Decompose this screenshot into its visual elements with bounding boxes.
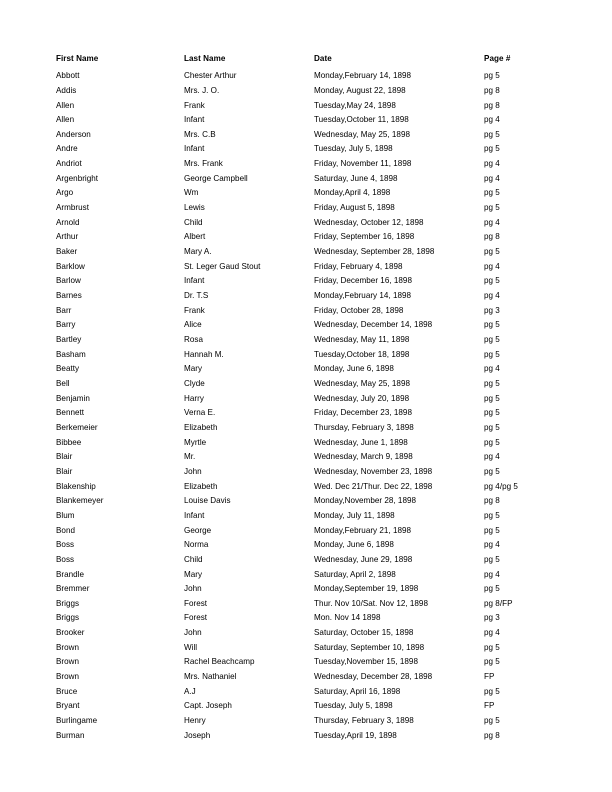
cell-date: Friday, February 4, 1898 bbox=[314, 261, 403, 271]
cell-first-name: Arnold bbox=[56, 217, 80, 227]
cell-last-name: Hannah M. bbox=[184, 349, 224, 359]
cell-date: Monday,September 19, 1898 bbox=[314, 584, 419, 594]
cell-date: Monday,February 14, 1898 bbox=[314, 291, 412, 301]
cell-date: Tuesday,May 24, 1898 bbox=[314, 100, 396, 110]
table-row bbox=[56, 685, 556, 700]
table-row bbox=[56, 392, 556, 407]
cell-date: Friday, December 23, 1898 bbox=[314, 408, 412, 418]
cell-last-name: Infant bbox=[184, 510, 205, 520]
cell-page-number: pg 4/pg 5 bbox=[484, 481, 518, 491]
cell-date: Saturday, April 2, 1898 bbox=[314, 569, 396, 579]
cell-date: Wednesday, June 1, 1898 bbox=[314, 437, 408, 447]
cell-first-name: Basham bbox=[56, 349, 86, 359]
cell-last-name: Forest bbox=[184, 598, 208, 608]
table-row bbox=[56, 362, 556, 377]
cell-first-name: Brandle bbox=[56, 569, 85, 579]
cell-last-name: Albert bbox=[184, 232, 206, 242]
cell-first-name: Argo bbox=[56, 188, 74, 198]
cell-last-name: Henry bbox=[184, 716, 206, 726]
cell-date: Wednesday, December 28, 1898 bbox=[314, 672, 433, 682]
cell-page-number: pg 5 bbox=[484, 716, 500, 726]
cell-page-number: pg 5 bbox=[484, 247, 500, 257]
table-row bbox=[56, 480, 556, 495]
cell-page-number: pg 8 bbox=[484, 100, 500, 110]
cell-last-name: Mrs. Frank bbox=[184, 159, 223, 169]
column-header-page: Page # bbox=[484, 54, 511, 63]
table-row bbox=[56, 186, 556, 201]
cell-last-name: Myrtle bbox=[184, 437, 207, 447]
cell-page-number: pg 5 bbox=[484, 71, 500, 81]
cell-last-name: Frank bbox=[184, 100, 205, 110]
cell-last-name: Lewis bbox=[184, 203, 205, 213]
cell-date: Monday, August 22, 1898 bbox=[314, 85, 406, 95]
cell-date: Monday, June 6, 1898 bbox=[314, 540, 394, 550]
cell-last-name: Verna E. bbox=[184, 408, 216, 418]
table-row bbox=[56, 509, 556, 524]
table-row bbox=[56, 421, 556, 436]
cell-page-number: pg 5 bbox=[484, 584, 500, 594]
cell-last-name: Will bbox=[184, 642, 198, 652]
table-row bbox=[56, 626, 556, 641]
cell-date: Saturday, June 4, 1898 bbox=[314, 173, 398, 183]
cell-date: Wed. Dec 21/Thur. Dec 22, 1898 bbox=[314, 481, 433, 491]
table-row bbox=[56, 274, 556, 289]
column-header-first-name: First Name bbox=[56, 54, 99, 63]
cell-page-number: pg 5 bbox=[484, 378, 500, 388]
cell-date: Monday, July 11, 1898 bbox=[314, 510, 395, 520]
cell-page-number: pg 5 bbox=[484, 642, 500, 652]
cell-page-number: pg 5 bbox=[484, 335, 500, 344]
cell-first-name: Blair bbox=[56, 466, 73, 476]
table-row bbox=[56, 641, 556, 656]
cell-date: Wednesday, November 23, 1898 bbox=[314, 466, 433, 476]
cell-last-name: John bbox=[184, 628, 202, 638]
cell-first-name: Andriot bbox=[56, 159, 82, 169]
cell-last-name: Clyde bbox=[184, 378, 205, 388]
cell-page-number: pg 5 bbox=[484, 203, 500, 213]
cell-page-number: pg 5 bbox=[484, 422, 500, 432]
table-row bbox=[56, 494, 556, 509]
cell-page-number: pg 8 bbox=[484, 232, 500, 242]
cell-last-name: Alice bbox=[184, 320, 202, 330]
cell-first-name: Allen bbox=[56, 100, 75, 110]
cell-first-name: Bell bbox=[56, 378, 70, 388]
cell-date: Wednesday, May 25, 1898 bbox=[314, 129, 410, 139]
cell-first-name: Bruce bbox=[56, 686, 78, 696]
cell-last-name: Mr. bbox=[184, 452, 196, 462]
cell-first-name: Boss bbox=[56, 540, 75, 550]
cell-page-number: pg 3 bbox=[484, 613, 500, 623]
cell-page-number: pg 5 bbox=[484, 144, 500, 154]
cell-first-name: Argenbright bbox=[56, 173, 99, 183]
cell-page-number: pg 5 bbox=[484, 657, 500, 667]
cell-page-number: pg 5 bbox=[484, 510, 500, 520]
table-row bbox=[56, 597, 556, 612]
cell-last-name: Chester Arthur bbox=[184, 71, 237, 81]
column-header-last-name: Last Name bbox=[184, 54, 226, 63]
cell-last-name: John bbox=[184, 584, 202, 594]
table-row bbox=[56, 611, 556, 626]
table-row bbox=[56, 99, 556, 114]
cell-page-number: FP bbox=[484, 672, 495, 682]
cell-page-number: pg 4 bbox=[484, 159, 500, 169]
cell-date: Wednesday, May 25, 1898 bbox=[314, 378, 410, 388]
cell-first-name: Briggs bbox=[56, 598, 80, 608]
cell-date: Tuesday,November 15, 1898 bbox=[314, 657, 418, 667]
cell-first-name: Bremmer bbox=[56, 584, 90, 594]
table-row bbox=[56, 128, 556, 143]
cell-page-number: pg 8 bbox=[484, 85, 500, 95]
cell-first-name: Barklow bbox=[56, 261, 85, 271]
cell-date: Saturday, October 15, 1898 bbox=[314, 628, 414, 638]
cell-page-number: pg 5 bbox=[484, 276, 500, 286]
table-row bbox=[56, 157, 556, 172]
cell-page-number: pg 5 bbox=[484, 129, 500, 139]
table-row bbox=[56, 245, 556, 260]
table-row bbox=[56, 69, 556, 84]
cell-first-name: Brown bbox=[56, 642, 80, 652]
cell-page-number: pg 5 bbox=[484, 349, 500, 359]
cell-first-name: Barnes bbox=[56, 291, 82, 301]
cell-page-number: FP bbox=[484, 701, 495, 711]
table-header-row bbox=[56, 54, 556, 69]
cell-last-name: Dr. T.S bbox=[184, 291, 209, 301]
cell-date: Saturday, April 16, 1898 bbox=[314, 686, 401, 696]
cell-first-name: Benjamin bbox=[56, 393, 90, 403]
table-row bbox=[56, 436, 556, 451]
table-row bbox=[56, 142, 556, 157]
cell-first-name: Armbrust bbox=[56, 203, 89, 213]
table-row bbox=[56, 553, 556, 568]
cell-page-number: pg 8 bbox=[484, 496, 500, 506]
cell-last-name: Child bbox=[184, 554, 203, 564]
table-row bbox=[56, 377, 556, 392]
cell-date: Wednesday, March 9, 1898 bbox=[314, 452, 413, 462]
cell-page-number: pg 5 bbox=[484, 554, 500, 564]
cell-date: Tuesday,April 19, 1898 bbox=[314, 730, 397, 740]
cell-date: Thursday, February 3, 1898 bbox=[314, 422, 414, 432]
cell-first-name: Andre bbox=[56, 144, 78, 154]
cell-first-name: Briggs bbox=[56, 613, 80, 623]
cell-last-name: Elizabeth bbox=[184, 481, 218, 491]
cell-date: Wednesday, September 28, 1898 bbox=[314, 247, 435, 257]
cell-page-number: pg 3 bbox=[484, 305, 500, 315]
cell-first-name: Addis bbox=[56, 85, 77, 95]
cell-first-name: Barr bbox=[56, 305, 72, 315]
cell-last-name: Child bbox=[184, 217, 203, 227]
cell-first-name: Blum bbox=[56, 510, 75, 520]
cell-last-name: George bbox=[184, 525, 212, 535]
cell-last-name: Joseph bbox=[184, 730, 211, 740]
cell-date: Wednesday, December 14, 1898 bbox=[314, 320, 433, 330]
cell-date: Friday, September 16, 1898 bbox=[314, 232, 415, 242]
cell-date: Wednesday, May 11, 1898 bbox=[314, 335, 410, 344]
cell-page-number: pg 5 bbox=[484, 393, 500, 403]
cell-last-name: Frank bbox=[184, 305, 205, 315]
cell-first-name: Abbott bbox=[56, 71, 80, 81]
cell-last-name: John bbox=[184, 466, 202, 476]
cell-page-number: pg 4 bbox=[484, 217, 500, 227]
cell-first-name: Berkemeier bbox=[56, 422, 98, 432]
cell-first-name: Allen bbox=[56, 115, 75, 125]
cell-last-name: Mrs. J. O. bbox=[184, 85, 220, 95]
table-row bbox=[56, 348, 556, 363]
table-row bbox=[56, 670, 556, 685]
cell-first-name: Brooker bbox=[56, 628, 85, 638]
cell-date: Friday, October 28, 1898 bbox=[314, 305, 404, 315]
table-row bbox=[56, 538, 556, 553]
cell-date: Thursday, February 3, 1898 bbox=[314, 716, 414, 726]
cell-last-name: George Campbell bbox=[184, 173, 248, 183]
table-row bbox=[56, 582, 556, 597]
cell-page-number: pg 5 bbox=[484, 320, 500, 330]
table-row bbox=[56, 406, 556, 421]
cell-page-number: pg 5 bbox=[484, 408, 500, 418]
cell-first-name: Bibbee bbox=[56, 437, 82, 447]
cell-first-name: Blankemeyer bbox=[56, 496, 104, 506]
cell-last-name: A.J bbox=[184, 686, 196, 696]
cell-last-name: Norma bbox=[184, 540, 209, 550]
cell-first-name: Boss bbox=[56, 554, 75, 564]
cell-date: Monday,April 4, 1898 bbox=[314, 188, 391, 198]
cell-page-number: pg 5 bbox=[484, 188, 500, 198]
cell-first-name: Brown bbox=[56, 657, 80, 667]
cell-page-number: pg 5 bbox=[484, 686, 500, 696]
cell-first-name: Blakenship bbox=[56, 481, 96, 491]
cell-page-number: pg 4 bbox=[484, 569, 500, 579]
cell-date: Tuesday, July 5, 1898 bbox=[314, 144, 393, 154]
table-row bbox=[56, 230, 556, 245]
cell-first-name: Anderson bbox=[56, 129, 91, 139]
obituary-index-table bbox=[56, 54, 556, 743]
table-row bbox=[56, 333, 556, 348]
cell-page-number: pg 5 bbox=[484, 437, 500, 447]
cell-last-name: Rosa bbox=[184, 335, 203, 344]
cell-last-name: Capt. Joseph bbox=[184, 701, 232, 711]
cell-page-number: pg 4 bbox=[484, 291, 500, 301]
table-row bbox=[56, 289, 556, 304]
table-row bbox=[56, 172, 556, 187]
table-row bbox=[56, 318, 556, 333]
cell-last-name: Rachel Beachcamp bbox=[184, 657, 255, 667]
cell-last-name: Infant bbox=[184, 276, 205, 286]
cell-last-name: Wm bbox=[184, 188, 199, 198]
cell-date: Tuesday, July 5, 1898 bbox=[314, 701, 393, 711]
table-row bbox=[56, 465, 556, 480]
table-row bbox=[56, 216, 556, 231]
cell-page-number: pg 8 bbox=[484, 730, 500, 740]
table-row bbox=[56, 113, 556, 128]
cell-date: Friday, November 11, 1898 bbox=[314, 159, 412, 169]
cell-date: Mon. Nov 14 1898 bbox=[314, 613, 381, 623]
cell-first-name: Blair bbox=[56, 452, 73, 462]
table-row bbox=[56, 304, 556, 319]
cell-last-name: Harry bbox=[184, 393, 204, 403]
cell-date: Monday, June 6, 1898 bbox=[314, 364, 394, 374]
cell-first-name: Brown bbox=[56, 672, 80, 682]
cell-page-number: pg 5 bbox=[484, 466, 500, 476]
cell-first-name: Burlingame bbox=[56, 716, 98, 726]
cell-last-name: Infant bbox=[184, 144, 205, 154]
column-header-date: Date bbox=[314, 54, 332, 63]
cell-page-number: pg 8/FP bbox=[484, 598, 513, 608]
table-row bbox=[56, 699, 556, 714]
cell-page-number: pg 4 bbox=[484, 173, 500, 183]
cell-page-number: pg 4 bbox=[484, 540, 500, 550]
cell-date: Monday,November 28, 1898 bbox=[314, 496, 417, 506]
table-row bbox=[56, 201, 556, 216]
cell-last-name: Infant bbox=[184, 115, 205, 125]
table-row bbox=[56, 260, 556, 275]
cell-date: Tuesday,October 11, 1898 bbox=[314, 115, 409, 125]
cell-page-number: pg 4 bbox=[484, 261, 500, 271]
cell-first-name: Bartley bbox=[56, 335, 82, 344]
cell-last-name: Mary bbox=[184, 569, 203, 579]
cell-date: Wednesday, October 12, 1898 bbox=[314, 217, 424, 227]
cell-last-name: Mrs. Nathaniel bbox=[184, 672, 237, 682]
cell-date: Monday,February 21, 1898 bbox=[314, 525, 412, 535]
cell-page-number: pg 4 bbox=[484, 628, 500, 638]
table-row bbox=[56, 714, 556, 729]
cell-last-name: Mary A. bbox=[184, 247, 212, 257]
cell-date: Tuesday,October 18, 1898 bbox=[314, 349, 410, 359]
cell-first-name: Beatty bbox=[56, 364, 80, 374]
cell-date: Monday,February 14, 1898 bbox=[314, 71, 412, 81]
cell-page-number: pg 4 bbox=[484, 115, 500, 125]
cell-date: Saturday, September 10, 1898 bbox=[314, 642, 425, 652]
cell-first-name: Bryant bbox=[56, 701, 80, 711]
table-row bbox=[56, 84, 556, 99]
cell-page-number: pg 5 bbox=[484, 525, 500, 535]
cell-page-number: pg 4 bbox=[484, 364, 500, 374]
cell-last-name: Mrs. C.B bbox=[184, 129, 216, 139]
cell-first-name: Barlow bbox=[56, 276, 81, 286]
cell-date: Thur. Nov 10/Sat. Nov 12, 1898 bbox=[314, 598, 428, 608]
cell-page-number: pg 4 bbox=[484, 452, 500, 462]
cell-first-name: Bennett bbox=[56, 408, 85, 418]
cell-first-name: Baker bbox=[56, 247, 78, 257]
cell-last-name: Louise Davis bbox=[184, 496, 231, 506]
cell-date: Friday, December 16, 1898 bbox=[314, 276, 412, 286]
table-row bbox=[56, 524, 556, 539]
cell-last-name: Forest bbox=[184, 613, 208, 623]
cell-first-name: Arthur bbox=[56, 232, 79, 242]
table-row bbox=[56, 655, 556, 670]
cell-first-name: Bond bbox=[56, 525, 75, 535]
cell-first-name: Burman bbox=[56, 730, 85, 740]
cell-first-name: Barry bbox=[56, 320, 76, 330]
table-row bbox=[56, 568, 556, 583]
cell-last-name: St. Leger Gaud Stout bbox=[184, 261, 261, 271]
cell-date: Wednesday, July 20, 1898 bbox=[314, 393, 410, 403]
cell-last-name: Elizabeth bbox=[184, 422, 218, 432]
cell-date: Friday, August 5, 1898 bbox=[314, 203, 395, 213]
cell-date: Wednesday, June 29, 1898 bbox=[314, 554, 413, 564]
table-row bbox=[56, 450, 556, 465]
table-header bbox=[56, 54, 556, 69]
table-body bbox=[56, 69, 556, 743]
table-row bbox=[56, 729, 556, 744]
cell-last-name: Mary bbox=[184, 364, 203, 374]
